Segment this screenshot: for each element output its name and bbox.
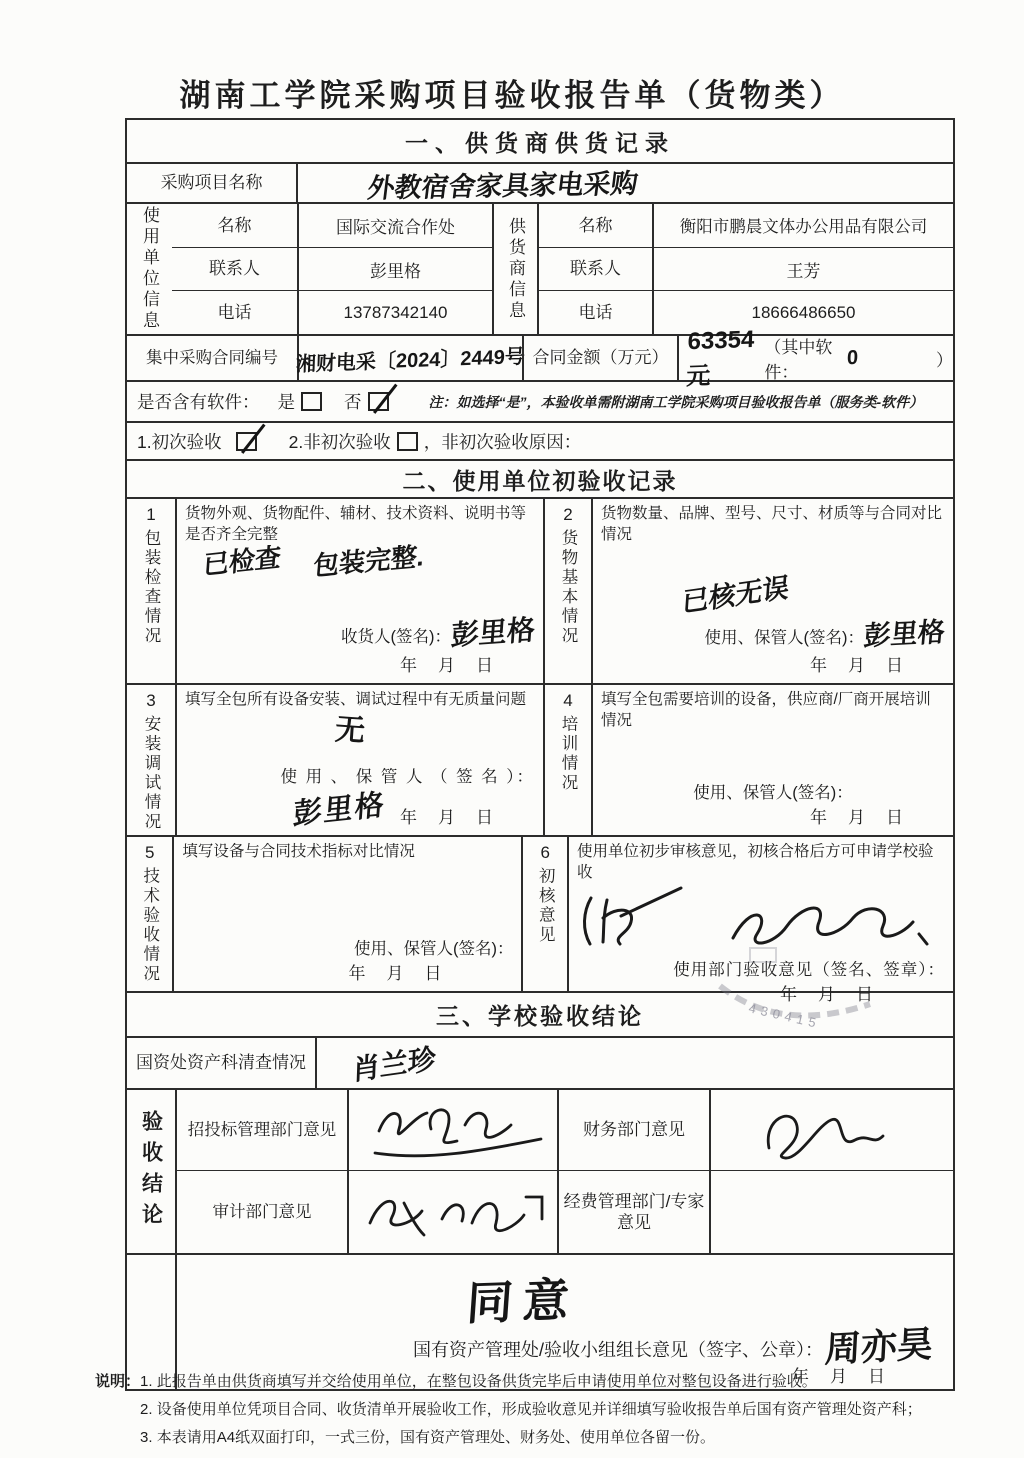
user-unit-row-name — [172, 204, 492, 247]
first-acceptance-line — [127, 423, 953, 459]
fund-dept-label: 经费管理部门/专家意见 — [557, 1171, 709, 1253]
cell5-index — [127, 837, 172, 991]
conclusion-block — [127, 1088, 953, 1253]
cell6-prompt: 使用单位初步审核意见，初核合格后方可申请学校验收 — [577, 843, 934, 881]
contract-amount-value — [677, 325, 953, 390]
cell2-index — [543, 499, 591, 683]
user-unit-grid — [172, 204, 492, 334]
software-question-line — [127, 382, 953, 421]
cell6-handwriting-area — [577, 886, 945, 956]
user-unit-group-label: 使用单位信息 — [140, 206, 159, 332]
cell3-date: 年 月 日 — [400, 808, 495, 827]
project-name-label: 采购项目名称 — [160, 173, 263, 193]
asset-check-label: 国资处资产科清查情况 — [136, 1053, 306, 1073]
section2-header: 二、使用单位初验收记录 — [402, 467, 678, 494]
cell4-number: 4 — [563, 691, 573, 710]
audit-dept-signature-scribble — [358, 1179, 548, 1245]
first-acceptance-checkbox — [236, 432, 257, 451]
cell6-date: 年 月 日 — [780, 984, 875, 1004]
section3-header-row — [127, 991, 953, 1036]
cell3-signature-handwriting: 彭里格 — [291, 788, 387, 832]
contract-row — [127, 325, 953, 390]
cell5-content — [172, 837, 521, 991]
cell2-handwriting: 已核无误 — [681, 571, 791, 618]
nonfirst-checkbox — [397, 432, 418, 451]
finance-dept-opinion — [709, 1090, 953, 1170]
supplier-row-contact — [537, 247, 953, 291]
cell1-prompt: 货物外观、货物配件、辅材、技术资料、说明书等是否齐全完整 — [185, 505, 527, 543]
cell2-sign-label: 使用、保管人(签名)： — [704, 629, 864, 647]
supplier-name-value: 衡阳市鹏晨文体办公用品有限公司 — [652, 204, 953, 247]
notes-items — [140, 1368, 922, 1451]
supplier-group-label: 供货商信息 — [492, 204, 537, 334]
cell5-date: 年 月 日 — [348, 964, 444, 983]
software-question: 是否含有软件： — [137, 392, 260, 412]
cell3-date-line — [185, 787, 535, 832]
finance-dept-signature-scribble — [741, 1098, 891, 1162]
section1-header-row — [127, 120, 953, 162]
conclusion-row-2 — [175, 1170, 953, 1253]
user-unit-row-phone — [172, 290, 492, 334]
software-no-checkbox — [368, 392, 389, 411]
supplier-grid — [537, 204, 953, 334]
first-acceptance-row — [127, 421, 953, 459]
cell4-index — [543, 685, 591, 835]
final-signature-handwriting: 周亦昊 — [823, 1323, 934, 1370]
cell1-category: 包装检查情况 — [142, 529, 160, 646]
nonfirst-label: 2.非初次验收 — [288, 431, 391, 452]
supplier-contact-value: 王芳 — [652, 248, 953, 291]
software-paren-open: （其中软件： — [764, 338, 833, 382]
cell3-index — [127, 685, 175, 835]
cell2-sign-line — [601, 612, 945, 651]
cell1-date: 年 月 日 — [400, 656, 495, 675]
conclusion-grid — [175, 1090, 953, 1253]
final-sign-label: 国有资产管理处/验收小组组长意见（签字、公章）： — [412, 1340, 823, 1360]
software-row — [127, 380, 953, 421]
cell1-signature-handwriting: 彭里格 — [449, 613, 536, 652]
cell2-category: 货物基本情况 — [559, 529, 577, 646]
user-unit-name-value: 国际交流合作处 — [297, 204, 492, 247]
inspection-row-2 — [127, 683, 953, 835]
cell6-content — [567, 837, 953, 1004]
cell4-content — [591, 685, 953, 835]
cell2-signature-handwriting: 彭里格 — [862, 616, 947, 652]
cell4-prompt: 填写全包需要培训的设备，供应商/厂商开展培训情况 — [601, 691, 931, 729]
contract-amount-label: 合同金额（万元） — [522, 336, 677, 380]
section1-header: 一、供货商供货记录 — [405, 129, 675, 156]
approval-scribble — [577, 886, 687, 950]
user-unit-contact-value: 彭里格 — [297, 248, 492, 291]
software-amount-handwriting: 0 — [846, 346, 859, 369]
cell1-sign-label: 收货人(签名)： — [340, 628, 451, 646]
cell6-sign-label: 使用部门验收意见（签名、签章）： — [673, 960, 945, 979]
asset-check-row — [127, 1036, 953, 1088]
contract-no-label: 集中采购合同编号 — [146, 348, 278, 367]
cell6-number: 6 — [540, 843, 550, 862]
cell1-handwriting — [202, 540, 535, 581]
project-name-handwriting: 外教宿舍家具家电采购 — [366, 168, 640, 203]
software-paren-close: ） — [936, 350, 953, 370]
user-unit-contact-label: 联系人 — [209, 259, 260, 279]
note-item-3: 3. 本表请用A4纸双面打印，一式三份，国有资产管理处、财务处、使用单位各留一份。 — [140, 1428, 716, 1446]
bid-dept-signature-scribble — [361, 1097, 546, 1163]
cell3-sign-label: 使 用 、 保 管 人 （ 签 名 ）： — [280, 768, 535, 786]
section2-header-row — [127, 459, 953, 497]
user-unit-name-label: 名称 — [217, 215, 252, 235]
page-title: 湖南工学院采购项目验收报告单（货物类） — [179, 78, 845, 113]
cell2-date: 年 月 日 — [810, 656, 905, 675]
first-acceptance-label: 1.初次验收 — [137, 431, 222, 452]
cell5-prompt: 填写设备与合同技术指标对比情况 — [182, 843, 415, 860]
note-item-2: 2. 设备使用单位凭项目合同、收货清单开展验收工作，形成验收意见并详细填写验收报告单后国有资产管理处资产科； — [140, 1400, 922, 1418]
cell6-index — [521, 837, 567, 991]
cell5-category: 技术验收情况 — [140, 867, 159, 984]
bid-dept-opinion — [347, 1090, 557, 1170]
cell3-number: 3 — [146, 691, 156, 710]
supplier-row-name — [537, 204, 953, 247]
inspection-row-3 — [127, 835, 953, 1004]
main-table — [125, 118, 955, 1391]
contract-no-handwriting: 湘财电采〔2024〕2449号 — [295, 345, 526, 376]
supplier-name-label: 名称 — [537, 204, 652, 247]
asset-check-handwriting: 肖兰珍 — [351, 1042, 437, 1087]
software-yes-checkbox — [301, 392, 322, 411]
cell3-content — [175, 685, 543, 835]
cell1-content — [175, 499, 543, 683]
cell4-sign-label: 使用、保管人(签名)： — [693, 784, 853, 802]
cell1-sign-line — [185, 611, 535, 651]
cell3-category: 安装调试情况 — [142, 715, 160, 832]
user-unit-phone-value: 13787342140 — [297, 291, 492, 334]
cell5-sign-label: 使用、保管人(签名)： — [353, 940, 514, 958]
conclusion-group-label: 验收结论 — [139, 1109, 163, 1234]
cell3-handwriting: 无 — [333, 712, 367, 748]
audit-dept-opinion — [347, 1171, 557, 1253]
cell4-date: 年 月 日 — [810, 808, 905, 827]
software-yes-label: 是 — [277, 392, 295, 412]
cell4-category: 培训情况 — [559, 715, 577, 793]
unit-supplier-row — [127, 202, 953, 334]
supplier-phone-label: 电话 — [537, 291, 652, 334]
user-unit-phone-label: 电话 — [217, 303, 252, 323]
audit-dept-label: 审计部门意见 — [175, 1171, 347, 1253]
finance-dept-label: 财务部门意见 — [557, 1090, 709, 1170]
asset-check-value — [315, 1038, 953, 1088]
conclusion-row-1 — [175, 1090, 953, 1170]
supplier-phone-value: 18666486650 — [652, 291, 953, 334]
nonfirst-reason: ，非初次验收原因： — [423, 431, 582, 452]
cell2-prompt: 货物数量、品牌、型号、尺寸、材质等与合同对比情况 — [601, 505, 943, 543]
stamp-code-text: 430415 — [747, 1000, 823, 1032]
cell6-category: 初核意见 — [536, 867, 555, 945]
final-approval-handwriting: 同意 — [465, 1273, 581, 1330]
fund-dept-opinion — [709, 1171, 953, 1253]
final-date: 年 月 日 — [792, 1367, 887, 1386]
footer-notes — [95, 1368, 975, 1451]
cell3-prompt: 填写全包所有设备安装、调试过程中有无质量问题 — [185, 691, 527, 708]
cell1-hand-line1: 已检查 — [202, 541, 282, 581]
amount-handwriting: 63354元 — [685, 325, 755, 390]
notes-prefix: 说明： — [95, 1373, 141, 1390]
project-name-row — [127, 162, 953, 202]
inspection-row-1 — [127, 497, 953, 683]
user-unit-row-contact — [172, 247, 492, 291]
cell2-content — [591, 499, 953, 683]
supplier-contact-label: 联系人 — [537, 248, 652, 291]
section3-header: 三、学校验收结论 — [436, 1003, 644, 1029]
cell1-index — [127, 499, 175, 683]
cell1-number: 1 — [146, 505, 156, 524]
contract-no-value — [295, 336, 526, 380]
project-name-value — [296, 164, 953, 202]
approver-signature-scribble — [715, 886, 945, 956]
software-no-label: 否 — [344, 392, 362, 412]
cell2-number: 2 — [563, 505, 573, 524]
cell1-hand-line2: 包装完整. — [312, 540, 426, 581]
cell5-number: 5 — [144, 843, 155, 862]
bid-dept-label: 招投标管理部门意见 — [175, 1090, 347, 1170]
software-note: 注：如选择“是”，本验收单需附湖南工学院采购项目验收报告单（服务类-软件） — [428, 393, 924, 410]
note-item-1: 1. 此报告单由供货商填写并交给使用单位，在整包设备供货完毕后申请使用单位对整包设备进行验收。 — [140, 1373, 817, 1390]
